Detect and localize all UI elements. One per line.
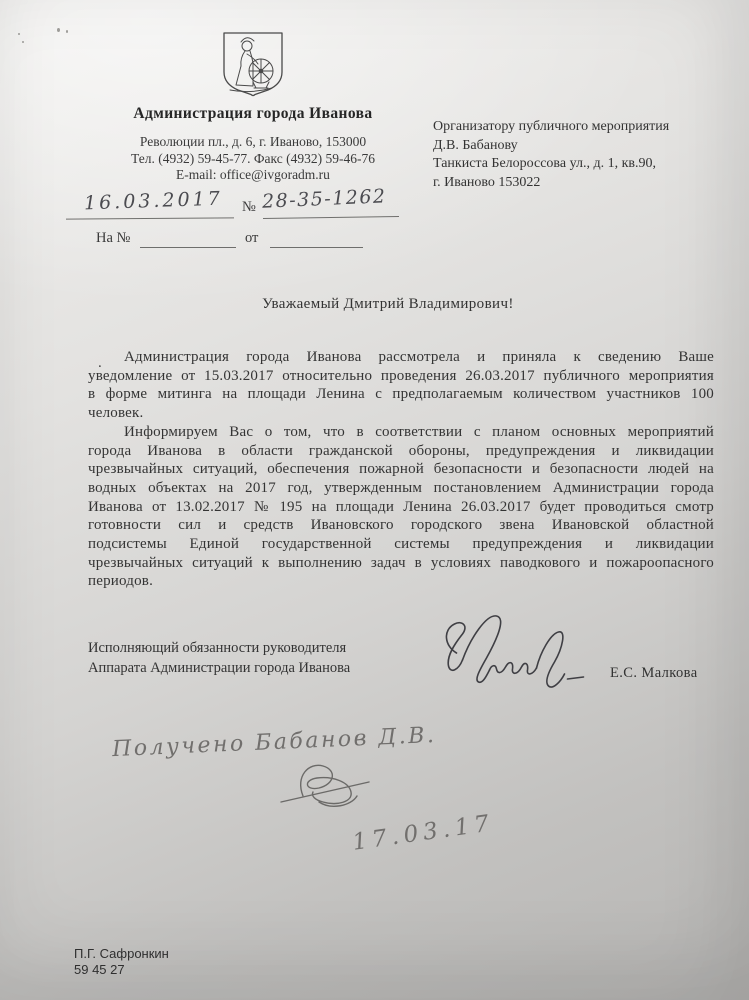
executor-block <box>74 946 169 978</box>
handwritten-outgoing-number: 28-35-1262 <box>261 185 387 213</box>
reply-to-number-label: На № <box>96 230 131 246</box>
org-phone-fax: Тел. (4932) 59-45-77. Факс (4932) 59-46-76 <box>131 150 375 166</box>
reply-date-blank-line <box>270 247 363 248</box>
reply-from-label: от <box>245 230 259 246</box>
recipient-block <box>433 118 669 193</box>
malkova-signature-icon <box>424 608 589 703</box>
org-email: E-mail: office@ivgoradm.ru <box>176 167 330 182</box>
ivanovo-coat-of-arms-icon <box>220 30 286 98</box>
body-paragraph-1: Администрация города Иванова рассмотрела и приняла к сведению Ваше уведомление от 15.03.2017 относительно проведения 26.03.2017 публичного мероприятия в форме митинга на площади Ленина с предполагаемым количеством участников 100 человек. <box>88 349 714 422</box>
paper-speck <box>18 33 20 35</box>
paper-speck <box>57 28 60 32</box>
signer-title-line: Исполняющий обязанности руководителя <box>88 640 347 656</box>
executor-name: П.Г. Сафронкин <box>74 946 169 961</box>
babanov-signature-icon <box>274 756 376 814</box>
stray-mark: . <box>98 355 102 371</box>
org-name: Администрация города Иванова <box>133 105 373 122</box>
executor-phone: 59 45 27 <box>74 962 125 977</box>
salutation: Уважаемый Дмитрий Владимирович! <box>262 296 514 312</box>
letterhead <box>120 30 386 184</box>
reply-number-blank-line <box>140 247 236 248</box>
recipient-line: Д.В. Бабанову <box>433 137 518 153</box>
org-address: Революции пл., д. 6, г. Иваново, 153000 <box>139 134 367 149</box>
recipient-line: Танкиста Белороссова ул., д. 1, кв.90, <box>433 156 656 172</box>
signer-title-line: Аппарата Администрации города Иванова <box>88 659 351 676</box>
signer-title-block <box>88 639 350 678</box>
paper-speck <box>22 41 24 43</box>
handwritten-outgoing-date: 16.03.2017 <box>83 187 224 215</box>
recipient-line: Организатору публичного мероприятия <box>433 119 670 134</box>
handwritten-receipt-date: 17.03.17 <box>350 810 496 856</box>
handwritten-receipt-note: Получено Бабанов Д.В. <box>111 722 437 763</box>
number-sign: № <box>242 199 256 215</box>
paper-speck <box>66 30 68 33</box>
number-underline <box>263 216 399 219</box>
letter-body <box>88 348 714 591</box>
body-paragraph-2: Информируем Вас о том, что в соответствии с планом основных мероприятий города Иванова в области гражданской обороны, предупреждения и ликвидации чрезвычайных ситуаций, обеспечения пожарной безопасности и безопасности людей на водных объектах на 2017 год, утвержденным постановлением Администрации города Иванова от 13.02.2017 № 195 на площади Ленина 26.03.2017 будет проводиться смотр готовности сил и средств Ивановского городского звена Ивановской областной подсистемы Единой государственной системы предупреждения и ликвидации чрезвычайных ситуаций к выполнению задач в условиях паводкового и пожароопасного периодов. <box>88 423 714 590</box>
date-underline <box>66 217 234 219</box>
recipient-line: г. Иваново 153022 <box>433 175 541 191</box>
signer-name: Е.С. Малкова <box>610 665 698 681</box>
